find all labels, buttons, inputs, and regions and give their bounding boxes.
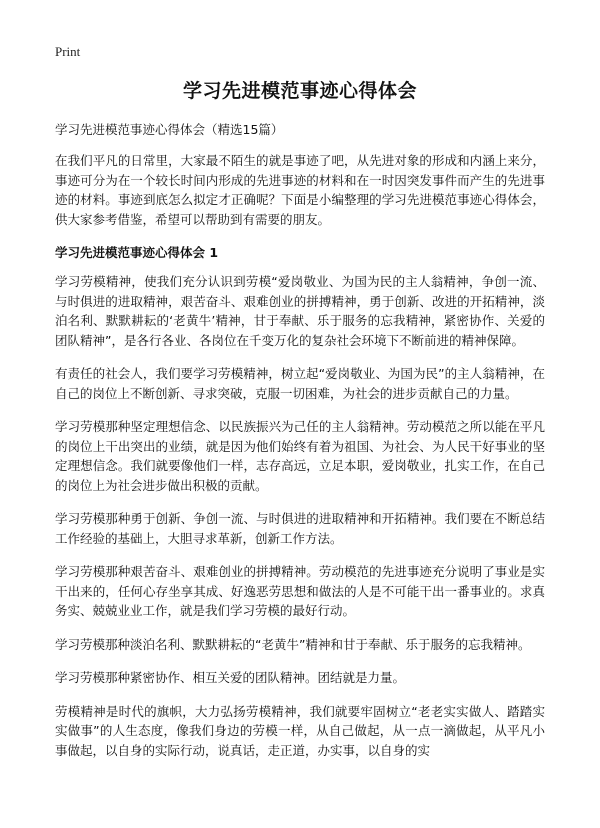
body-paragraph: 学习劳模那种艰苦奋斗、艰难创业的拼搏精神。劳动模范的先进事迹充分说明了事业是实干出来的，任何心存坐享其成、好逸恶劳思想和做法的人是不可能干出一番事业的。求真务实、兢兢业业工作，就是我们学习劳模的最好行动。 bbox=[55, 564, 545, 618]
section-heading: 学习先进模范事迹心得体会 1 bbox=[55, 245, 219, 260]
page-title: 学习先进模范事迹心得体会 bbox=[182, 80, 417, 102]
article-body bbox=[55, 120, 545, 774]
body-paragraph: 学习劳模精神，使我们充分认识到劳模“爱岗敬业、为国为民的主人翁精神，争创一流、与时俱进的进取精神，艰苦奋斗、艰难创业的拼搏精神，勇于创新、改进的开拓精神，淡泊名利、默默耕耘的‘老黄牛’精神，甘于奉献、乐于服务的忘我精神，紧密协作、关爱的团队精神”，是各行各业、各岗位在千变万化的复杂社会环境下不断前进的精神保障。 bbox=[55, 274, 545, 348]
body-paragraph: 学习劳模那种坚定理想信念、以民族振兴为己任的主人翁精神。劳动模范之所以能在平凡的岗位上干出突出的业绩，就是因为他们始终有着为祖国、为社会、为人民干好事业的坚定理想信念。我们就要像他们一样，志存高远，立足本职，爱岗敬业，扎实工作，在自己的岗位上为社会进步做出积极的贡献。 bbox=[55, 419, 545, 493]
body-paragraph: 有责任的社会人，我们要学习劳模精神，树立起“爱岗敬业、为国为民”的主人翁精神，在自己的岗位上不断创新、寻求突破，克服一切困难，为社会的进步贡献自己的力量。 bbox=[55, 366, 545, 401]
body-paragraph: 学习劳模那种勇于创新、争创一流、与时俱进的进取精神和开拓精神。我们要在不断总结工作经验的基础上，大胆寻求革新，创新工作方法。 bbox=[55, 511, 545, 546]
intro-paragraph: 在我们平凡的日常里，大家最不陌生的就是事迹了吧，从先进对象的形成和内涵上来分，事迹可分为在一个较长时间内形成的先进事迹的材料和在一时因突发事件而产生的先进事迹的材料。事迹到底怎么拟定才正确呢？下面是小编整理的学习先进模范事迹心得体会，供大家参考借鉴，希望可以帮助到有需要的朋友。 bbox=[55, 153, 545, 227]
body-paragraph: 学习劳模那种紧密协作、相互关爱的团队精神。团结就是力量。 bbox=[55, 670, 406, 685]
article-subtitle: 学习先进模范事迹心得体会（精选15篇） bbox=[55, 122, 284, 137]
body-paragraph: 劳模精神是时代的旗帜，大力弘扬劳模精神，我们就要牢固树立“老老实实做人、踏踏实实做事”的人生态度，像我们身边的劳模一样，从自己做起，从一点一滴做起，从平凡小事做起，以自身的实际行动，说真话，走正道，办实事，以自身的实 bbox=[55, 703, 545, 758]
body-paragraph: 学习劳模那种淡泊名利、默默耕耘的“老黄牛”精神和甘于奉献、乐于服务的忘我精神。 bbox=[55, 636, 531, 652]
print-link[interactable]: Print bbox=[55, 44, 81, 59]
